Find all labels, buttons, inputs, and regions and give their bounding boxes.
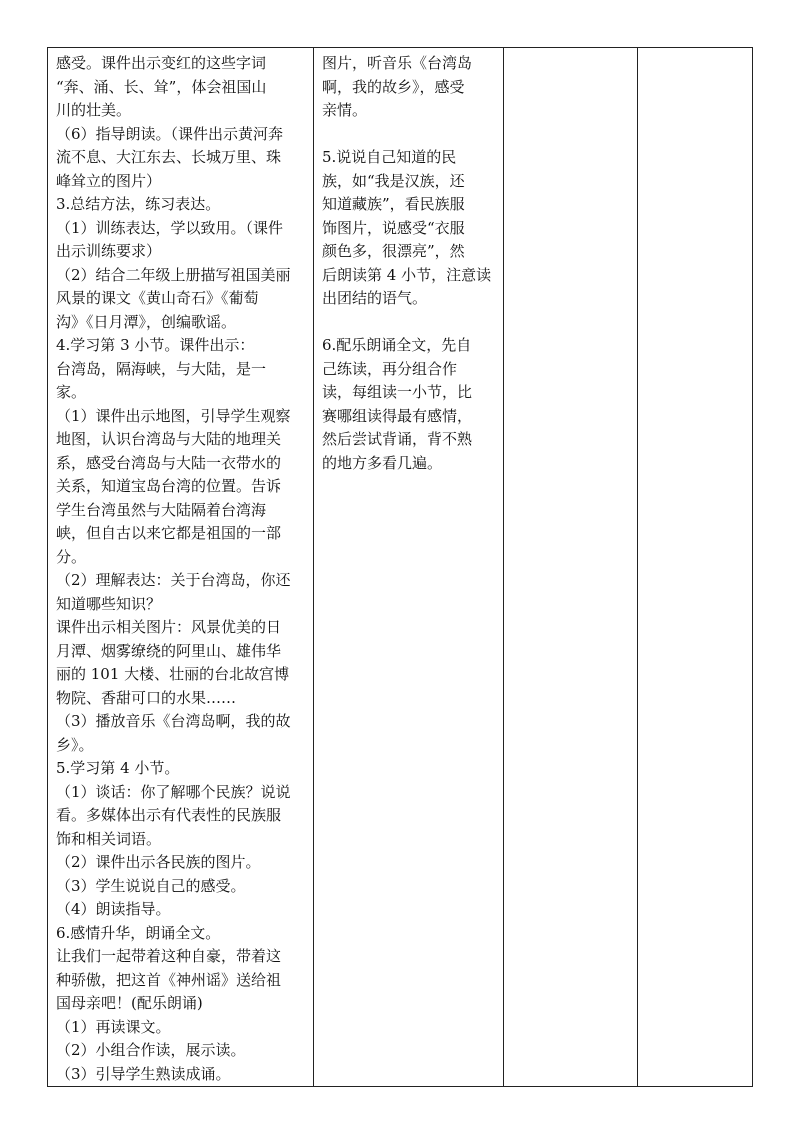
text-line: 丽的 101 大楼、壮丽的台北故宫博 — [56, 665, 290, 683]
text-line: （2）结合二年级上册描写祖国美丽 — [56, 265, 291, 284]
text-line: 读，每组读一小节，比 — [322, 383, 473, 401]
text-line: 3.总结方法，练习表达。 — [56, 195, 221, 213]
text-line: 然后尝试背诵，背不熟 — [322, 430, 473, 448]
text-line: 图片，听音乐《台湾岛 — [322, 54, 473, 72]
text-line: 课件出示相关图片：风景优美的日 — [56, 618, 282, 636]
text-line: 的地方多看几遍。 — [322, 453, 443, 472]
empty-cell-4 — [638, 48, 753, 1087]
text-line: 亲情。 — [322, 101, 368, 119]
student-activity-cell — [314, 48, 504, 1087]
text-line: 物院、香甜可口的水果…… — [56, 688, 237, 707]
text-line: 饰图片，说感受“衣服 — [322, 218, 465, 237]
text-line: 饰和相关词语。 — [56, 829, 162, 848]
text-line — [322, 311, 495, 335]
text-line: 种骄傲，把这首《神州谣》送给祖 — [56, 970, 282, 989]
text-line: （3）播放音乐《台湾岛啊，我的故 — [56, 712, 291, 730]
text-line: “奔、涌、长、耸”，体会祖国山 — [56, 77, 267, 96]
text-line: 学生台湾虽然与大陆隔着台湾海 — [56, 500, 267, 519]
text-line: （3）学生说说自己的感受。 — [56, 876, 246, 895]
student-activity-text — [322, 52, 495, 475]
text-line: 国母亲吧！(配乐朗诵) — [56, 994, 203, 1012]
text-line: 家。 — [56, 383, 87, 401]
teaching-process-cell — [48, 48, 314, 1087]
text-line: 乡》。 — [56, 735, 94, 754]
text-line: 5.学习第 4 小节。 — [56, 759, 180, 777]
text-line: 颜色多，很漂亮”，然 — [322, 242, 465, 260]
text-line: 峡，但自古以来它都是祖国的一部 — [56, 524, 282, 542]
text-line: 赛哪组读得最有感情， — [322, 406, 473, 425]
text-line: 分。 — [56, 547, 87, 566]
text-line: 6.感情升华，朗诵全文。 — [56, 923, 221, 942]
text-line: （1）再读课文。 — [56, 1017, 171, 1036]
text-line: 看。多媒体出示有代表性的民族服 — [56, 806, 282, 824]
text-line: 啊，我的故乡》，感受 — [322, 77, 465, 96]
text-line: 台湾岛，隔海峡，与大陆，是一 — [56, 359, 267, 378]
text-line: 感受。课件出示变红的这些字词 — [56, 54, 267, 72]
text-line: 流不息、大江东去、长城万里、珠 — [56, 148, 282, 166]
text-line: 川的壮美。 — [56, 101, 132, 119]
text-line: 关系，知道宝岛台湾的位置。告诉 — [56, 477, 282, 495]
text-line: 风景的课文《黄山奇石》《葡萄 — [56, 289, 259, 307]
text-line: （2）课件出示各民族的图片。 — [56, 853, 261, 871]
text-line: 6.配乐朗诵全文，先自 — [322, 336, 472, 354]
text-line: （2）理解表达：关于台湾岛，你还 — [56, 571, 291, 589]
text-line: 己练读，再分组合作 — [322, 359, 458, 378]
text-line: 知道哪些知识？ — [56, 594, 162, 613]
text-line: （6）指导朗读。（课件出示黄河奔 — [56, 124, 284, 143]
empty-cell-3 — [504, 48, 638, 1087]
table-row — [48, 48, 753, 1087]
text-line: 让我们一起带着这种自豪，带着这 — [56, 947, 282, 965]
text-line: （2）小组合作读，展示读。 — [56, 1041, 246, 1059]
text-line: 出示训练要求） — [56, 242, 162, 260]
text-line: 出团结的语气。 — [322, 289, 428, 307]
text-line: （4）朗读指导。 — [56, 900, 171, 918]
text-line: （3）引导学生熟读成诵。 — [56, 1064, 231, 1083]
text-line: 地图，认识台湾岛与大陆的地理关 — [56, 430, 282, 448]
text-line: 系，感受台湾岛与大陆一衣带水的 — [56, 453, 282, 472]
text-line: 峰耸立的图片） — [56, 171, 162, 190]
text-line: 知道藏族”，看民族服 — [322, 195, 465, 213]
text-line: 族，如“我是汉族，还 — [322, 171, 465, 190]
text-line: 后朗读第 4 小节，注意读 — [322, 265, 492, 284]
text-line: 月潭、烟雾缭绕的阿里山、雄伟华 — [56, 641, 282, 660]
text-line — [322, 123, 495, 147]
text-line: （1）课件出示地图，引导学生观察 — [56, 406, 291, 425]
lesson-plan-table — [47, 47, 753, 1087]
teaching-process-text — [56, 52, 305, 1086]
text-line: 沟》《日月潭》，创编歌谣。 — [56, 312, 237, 331]
text-line: 5.说说自己知道的民 — [322, 148, 457, 166]
text-line: 4.学习第 3 小节。课件出示： — [56, 336, 255, 354]
text-line: （1）谈话：你了解哪个民族？说说 — [56, 782, 291, 801]
text-line: （1）训练表达，学以致用。（课件 — [56, 218, 284, 237]
